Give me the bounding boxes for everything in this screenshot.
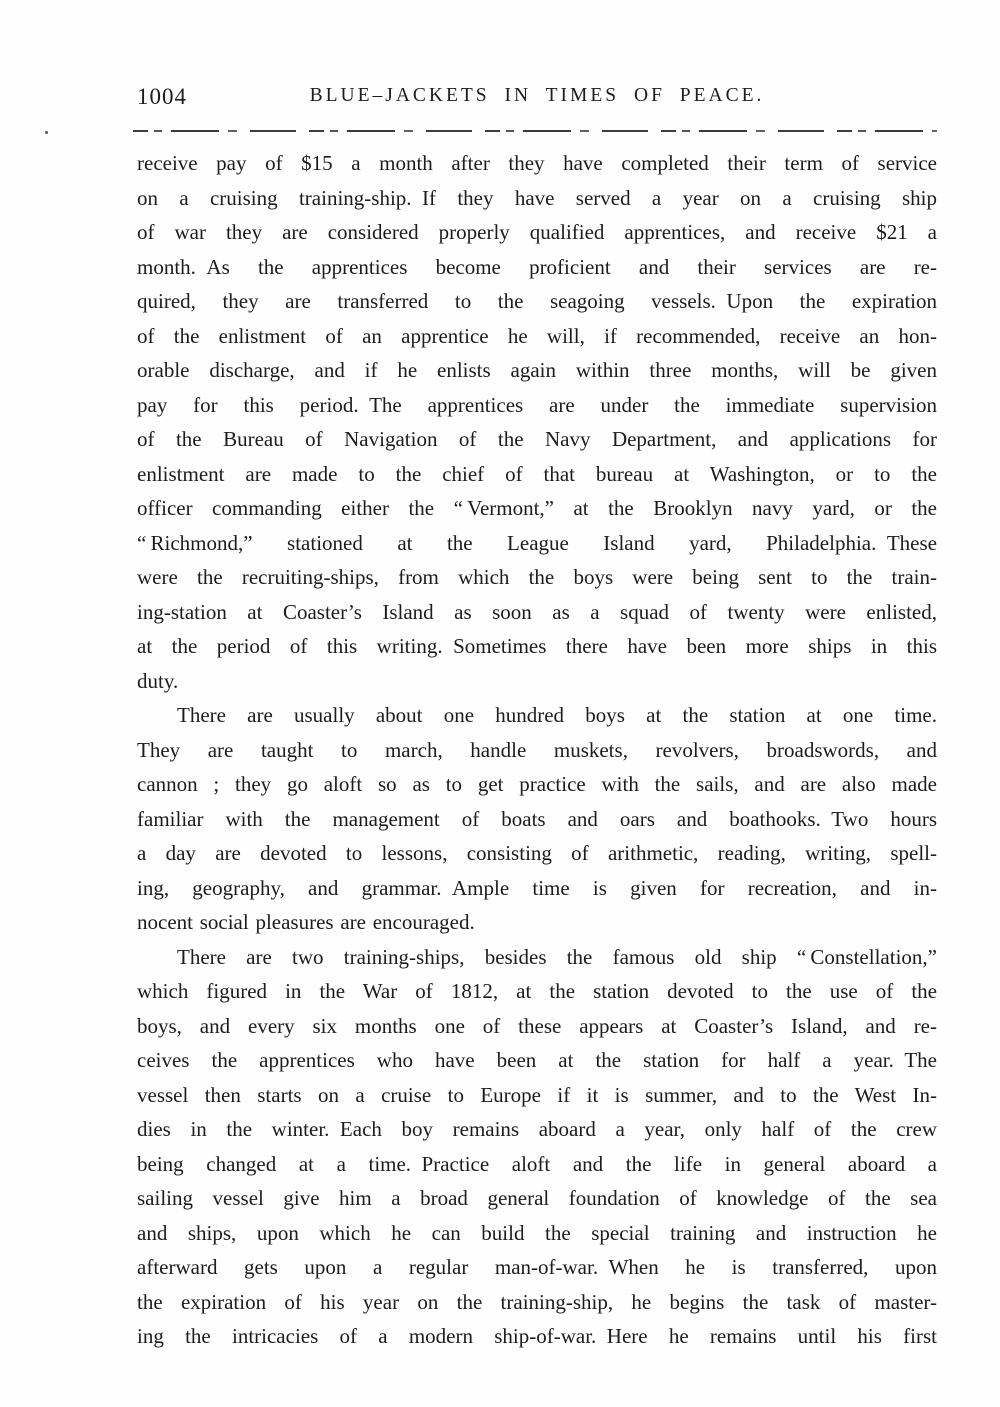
text-line: of the enlistment of an apprentice he will, if recommended, receive an hon- bbox=[137, 323, 937, 348]
text-line: and ships, upon which he can build the special training and instruction he bbox=[137, 1220, 937, 1245]
text-line: quired, they are transferred to the seagoing vessels. Upon the expiration bbox=[137, 289, 937, 313]
text-line: duty. bbox=[137, 668, 179, 693]
text-line: a day are devoted to lessons, consisting of arithmetic, reading, writing, spell- bbox=[137, 841, 937, 865]
text-line: of war they are considered properly qualified apprentices, and receive $21 a bbox=[137, 220, 937, 244]
page-number: 1004 bbox=[137, 84, 187, 109]
text-line: There are two training-ships, besides the famous old ship “ Constellation,” bbox=[177, 944, 937, 969]
text-line: were the recruiting-ships, from which the boys were being sent to the train- bbox=[137, 565, 937, 589]
text-line: familiar with the management of boats and oars and boathooks. Two hours bbox=[137, 806, 937, 831]
text-line: nocent social pleasures are encouraged. bbox=[137, 910, 475, 934]
text-line: dies in the winter. Each boy remains aboard a year, only half of the crew bbox=[137, 1117, 937, 1141]
header-rule bbox=[133, 129, 937, 132]
text-line: officer commanding either the “ Vermont,” at the Brooklyn navy yard, or the bbox=[137, 496, 937, 520]
text-line: ceives the apprentices who have been at the station for half a year. The bbox=[137, 1048, 937, 1072]
text-line: boys, and every six months one of these appears at Coaster’s Island, and re- bbox=[137, 1013, 937, 1038]
text-line: They are taught to march, handle muskets, revolvers, broadswords, and bbox=[137, 737, 937, 762]
text-line: There are usually about one hundred boys at the station at one time. bbox=[177, 703, 937, 727]
text-line: ing, geography, and grammar. Ample time is given for recreation, and in- bbox=[137, 875, 937, 900]
text-line: of the Bureau of Navigation of the Navy Department, and applications for bbox=[137, 427, 937, 451]
text-line: vessel then starts on a cruise to Europe if it is summer, and to the West In- bbox=[137, 1082, 937, 1107]
ink-speck bbox=[45, 131, 48, 134]
text-line: which figured in the War of 1812, at the station devoted to the use of the bbox=[137, 979, 937, 1003]
text-line: on a cruising training-ship. If they have served a year on a cruising ship bbox=[137, 185, 937, 210]
text-line: ing-station at Coaster’s Island as soon as a squad of twenty were enlisted, bbox=[137, 599, 937, 624]
text-line: pay for this period. The apprentices are under the immediate supervision bbox=[137, 392, 937, 417]
text-line: month. As the apprentices become proficient and their services are re- bbox=[137, 254, 937, 279]
text-line: enlistment are made to the chief of that bureau at Washington, or to the bbox=[137, 461, 937, 486]
text-line: “ Richmond,” stationed at the League Island yard, Philadelphia. These bbox=[137, 530, 937, 555]
running-title: BLUE–JACKETS IN TIMES OF PEACE. bbox=[309, 85, 765, 106]
text-line: at the period of this writing. Sometimes there have been more ships in this bbox=[137, 634, 937, 658]
text-line: orable discharge, and if he enlists again within three months, will be given bbox=[137, 358, 937, 382]
page-text bbox=[137, 146, 937, 1354]
text-line: sailing vessel give him a broad general foundation of knowledge of the sea bbox=[137, 1186, 937, 1210]
text-line: the expiration of his year on the training-ship, he begins the task of master- bbox=[137, 1289, 937, 1314]
page-header bbox=[137, 82, 937, 112]
text-line: being changed at a time. Practice aloft and the life in general aboard a bbox=[137, 1151, 937, 1176]
text-line: receive pay of $15 a month after they have completed their term of service bbox=[137, 151, 937, 175]
text-line: ing the intricacies of a modern ship-of-war. Here he remains until his first bbox=[137, 1324, 937, 1348]
text-line: cannon ; they go aloft so as to get practice with the sails, and are also made bbox=[137, 772, 937, 796]
text-line: afterward gets upon a regular man-of-war. When he is transferred, upon bbox=[137, 1255, 937, 1279]
